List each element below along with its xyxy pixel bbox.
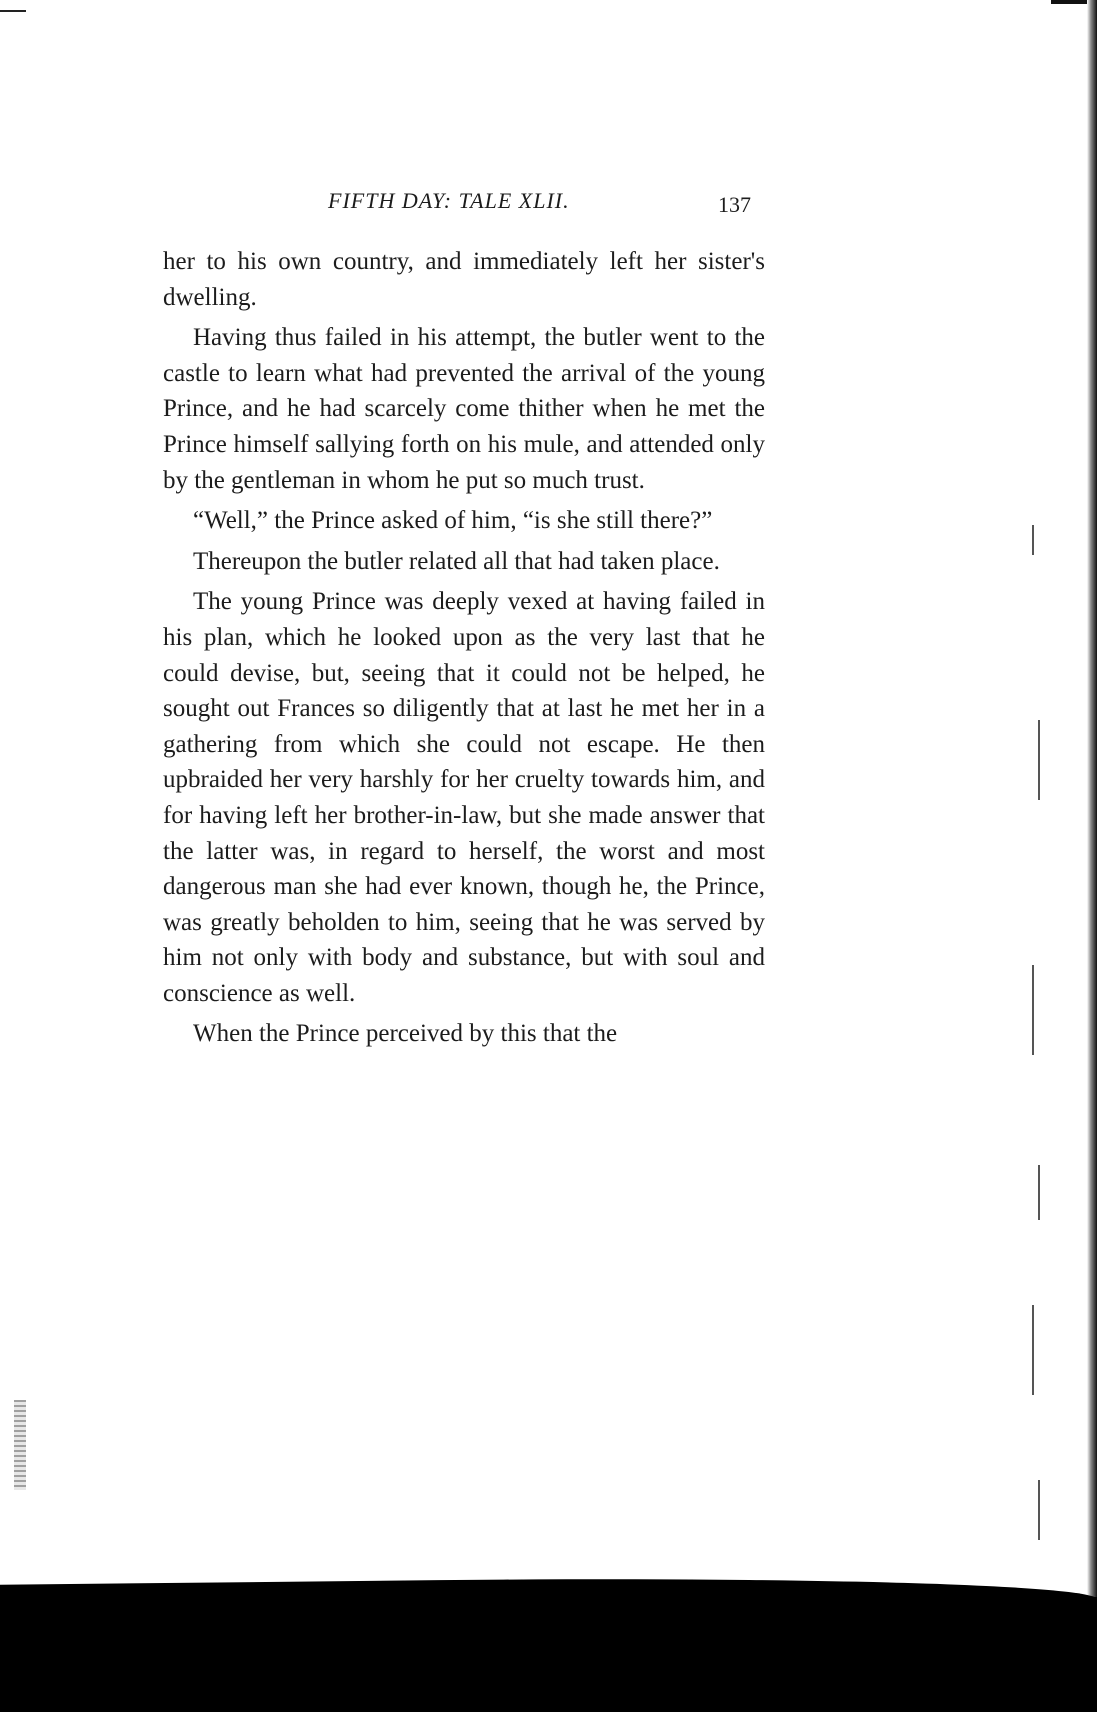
paragraph: The young Prince was deeply vexed at having failed in his plan, which he looked upon as the very last that he could devise, but, seeing that it could not be helped, he sought out Frances so diligently that at last he met her in a gathering from which she could not escape. He then upbraided her very harshly for her cruelty towards him, and for having left her brother-in-law, but she made answer that the latter was, in regard to herself, the worst and most dangerous man she had ever known, though he, the Prince, was greatly beholden to him, seeing that he was served by him not only with body and substance, but with soul and conscience as well.	[163, 588, 765, 1007]
paragraph: When the Prince perceived by this that the	[193, 1020, 618, 1048]
page-number: 137	[718, 192, 751, 217]
paragraph: “Well,” the Prince asked of him, “is she still there?”	[193, 507, 713, 535]
scan-artifact	[14, 1400, 26, 1490]
scan-bottom-border	[0, 1597, 1097, 1712]
paragraph: Having thus failed in his attempt, the butler went to the castle to learn what had prevented the arrival of the young Prince, and he had scarcely come thither when he met the Prince himself sallying forth on his mule, and attended only by the gentleman in whom he put so much trust.	[163, 324, 765, 494]
paragraph: Thereupon the butler related all that had taken place.	[193, 547, 720, 575]
body-text	[163, 244, 765, 1057]
paragraph: her to his own country, and immediately left her sister's dwelling.	[163, 248, 765, 311]
page-edge-shadow	[1087, 0, 1097, 1600]
running-head: FIFTH DAY: TALE XLII.	[328, 188, 570, 213]
scan-mark	[0, 10, 26, 12]
